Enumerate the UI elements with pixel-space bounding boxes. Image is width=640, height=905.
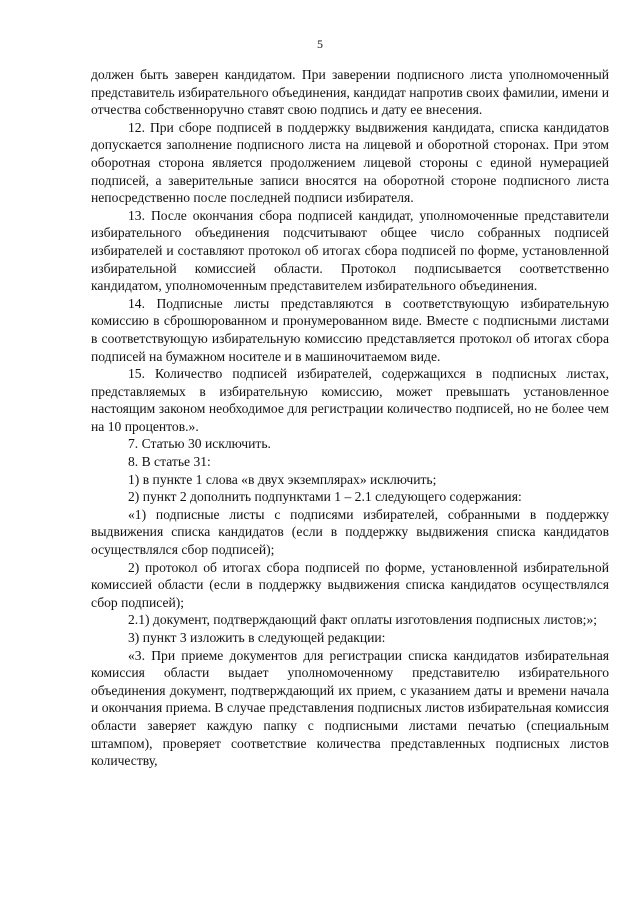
paragraph: 14. Подписные листы представляются в соответствующую избирательную комиссию в сброшюрованном и пронумерованном виде. Вместе с подписными листами в соответствующую избирательную комиссию представляется протокол об итогах сбора подписей на бумажном носителе и в машиночитаемом виде. [91, 295, 609, 364]
page-number: 5 [317, 37, 323, 51]
paragraph: 12. При сборе подписей в поддержку выдвижения кандидата, списка кандидатов допускается заполнение подписного листа на лицевой и оборотной сторонах. При этом оборотная сторона является продолжением лицевой стороны с единой нумерацией подписей, а заверительные записи вносятся на оборотной стороне подписного листа непосредственно после последней подписи избирателя. [91, 119, 609, 206]
paragraph: 8. В статье 31: [128, 454, 211, 470]
paragraph: 13. После окончания сбора подписей кандидат, уполномоченные представители избирательного объединения подсчитывают общее число собранных подписей избирателей и составляют протокол об итогах сбора подписей по форме, установленной избирательной комиссией области. Протокол подписывается соответственно кандидатом, уполномоченным представителем избирательного объединения. [91, 207, 609, 294]
paragraph: 7. Статью 30 исключить. [128, 436, 271, 452]
paragraph: 3) пункт 3 изложить в следующей редакции: [128, 630, 386, 645]
paragraph: 2) протокол об итогах сбора подписей по форме, установленной избирательной комиссией области (если в поддержку выдвижения списка кандидатов осуществлялся сбор подписей); [91, 559, 609, 610]
paragraph: 2) пункт 2 дополнить подпунктами 1 – 2.1 следующего содержания: [128, 489, 522, 505]
paragraph: «3. При приеме документов для регистрации списка кандидатов избирательная комиссия области выдает уполномоченному представителю избирательного объединения документ, подтверждающий их прием, с указанием даты и времени начала и окончания приема. В случае представления подписных листов избирательная комиссия области заверяет каждую папку с подписными листами печатью (специальным штампом), проверяет соответствие количества представленных подписных листов количеству, [91, 647, 609, 769]
document-body [91, 66, 609, 770]
paragraph: 1) в пункте 1 слова «в двух экземплярах» исключить; [128, 471, 437, 487]
paragraph: должен быть заверен кандидатом. При заверении подписного листа уполномоченный представитель избирательного объединения, кандидат напротив своих фамилии, имени и отчества собственноручно ставят свою подпись и дату ее внесения. [91, 67, 609, 118]
paragraph: «1) подписные листы с подписями избирателей, собранными в поддержку выдвижения списка кандидатов (если в поддержку выдвижения списка кандидатов осуществлялся сбор подписей); [91, 506, 609, 558]
paragraph: 15. Количество подписей избирателей, содержащихся в подписных листах, представляемых в избирательную комиссию, может превышать установленное настоящим законом необходимое для регистрации количество подписей, но не более чем на 10 процентов.». [91, 366, 609, 434]
paragraph: 2.1) документ, подтверждающий факт оплаты изготовления подписных листов;»; [128, 612, 598, 628]
